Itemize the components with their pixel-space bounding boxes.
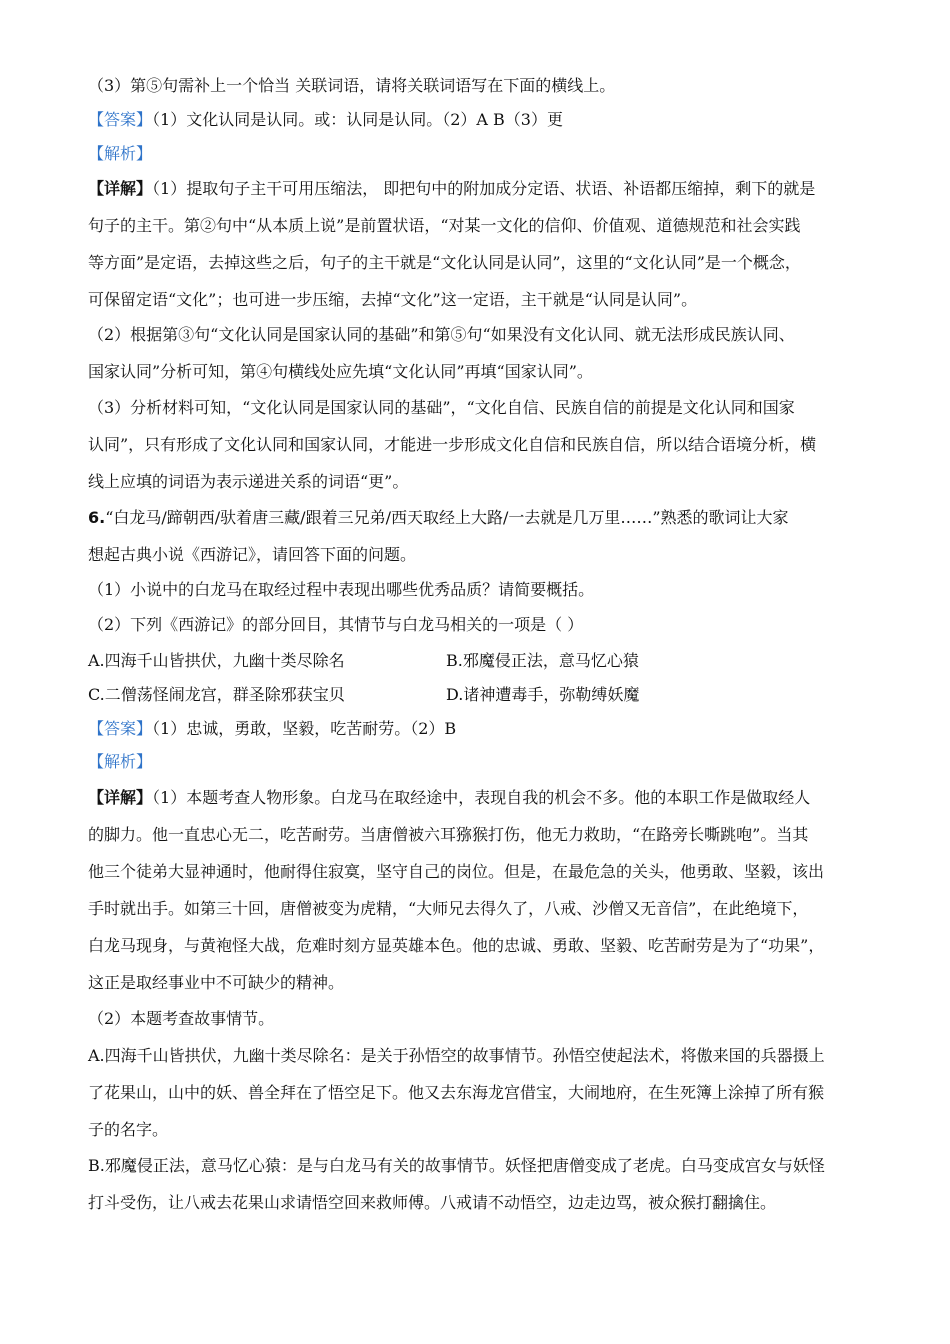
q6-sub-question-1: （1）小说中的白龙马在取经过程中表现出哪些优秀品质？请简要概括。 <box>88 580 595 599</box>
q6-stem-line: 想起古典小说《西游记》，请回答下面的问题。 <box>88 545 417 564</box>
q5-detail-line: 线上应填的词语为表示递进关系的词语“更”。 <box>88 472 409 491</box>
q6-stem-line <box>88 508 888 528</box>
q5-detail-line: 等方面”是定语，去掉这些之后，句子的主干就是“文化认同是认同”，这里的“文化认同”是一个概念， <box>88 253 801 272</box>
q6-detail-line: A.四海千山皆拱伏，九幽十类尽除名：是关于孙悟空的故事情节。孙悟空使起法术，将傲来国的兵器摄上 <box>88 1046 825 1065</box>
q5-detail-text: （1）提取句子主干可用压缩法， 即把句中的附加成分定语、状语、补语都压缩掉，剩下的就是 <box>152 179 816 198</box>
q5-answer-line <box>88 110 888 130</box>
detail-tag: 【详解】 <box>88 788 153 807</box>
q6-analysis-tag <box>88 752 888 772</box>
q5-detail-line: （2）根据第③句“文化认同是国家认同的基础”和第⑤句“如果没有文化认同、就无法形成民族认同、 <box>88 325 795 344</box>
q6-detail-line: 子的名字。 <box>88 1120 169 1139</box>
q5-detail-line: 认同”，只有形成了文化认同和国家认同，才能进一步形成文化自信和民族自信，所以结合语境分析，横 <box>88 435 817 454</box>
q6-detail-line: 这正是取经事业中不可缺少的精神。 <box>88 973 345 992</box>
q6-detail-line: 的脚力。他一直忠心无二，吃苦耐劳。当唐僧被六耳猕猴打伤，他无力救助，“在路旁长嘶跳咆”。当其 <box>88 825 809 844</box>
answer-tag: 【答案】 <box>88 719 153 738</box>
q5-part3-question: （3）第⑤句需补上一个恰当 关联词语，请将关联词语写在下面的横线上。 <box>88 76 616 95</box>
q6-answer-line <box>88 719 888 739</box>
q5-detail-line: 国家认同”分析可知，第④句横线处应先填“文化认同”再填“国家认同”。 <box>88 362 593 381</box>
answer-tag: 【答案】 <box>88 110 153 129</box>
q5-answer-text: （1）文化认同是认同。或：认同是认同。（2）A B（3）更 <box>152 110 563 129</box>
option-b: B.邪魔侵正法，意马忆心猿 <box>446 651 639 670</box>
q6-answer-text: （1）忠诚，勇敢，坚毅，吃苦耐劳。（2）B <box>152 719 457 738</box>
q5-detail-line: 句子的主干。第②句中“从本质上说”是前置状语，“对某一文化的信仰、价值观、道德规范和社会实践 <box>88 216 801 235</box>
q5-analysis-tag <box>88 144 888 164</box>
analysis-tag: 【解析】 <box>88 144 153 163</box>
q6-detail-line: 打斗受伤，让八戒去花果山求请悟空回来救师傅。八戒请不动悟空，边走边骂，被众猴打翻擒住。 <box>88 1193 777 1212</box>
q5-detail-line: （3）分析材料可知，“文化认同是国家认同的基础”，“文化自信、民族自信的前提是文化认同和国家 <box>88 398 795 417</box>
question-number: 6. <box>88 508 106 527</box>
q6-detail-line: 他三个徒弟大显神通时，他耐得住寂寞，坚守自己的岗位。但是，在最危急的关头，他勇敢、坚毅，该出 <box>88 862 825 881</box>
q6-stem-text: “白龙马/蹄朝西/驮着唐三藏/跟着三兄弟/西天取经上大路/一去就是几万里……”熟悉的歌词让大家 <box>105 508 789 527</box>
option-a: A.四海千山皆拱伏，九幽十类尽除名 <box>88 651 345 670</box>
q6-sub-question-2: （2）下列《西游记》的部分回目，其情节与白龙马相关的一项是（ ） <box>88 615 584 634</box>
q6-detail-text: （1）本题考查人物形象。白龙马在取经途中，表现自我的机会不多。他的本职工作是做取经人 <box>152 788 811 807</box>
q6-detail-line: 白龙马现身，与黄袍怪大战，危难时刻方显英雄本色。他的忠诚、勇敢、坚毅、吃苦耐劳是为了“功果”， <box>88 936 825 955</box>
q6-detail-line: 了花果山，山中的妖、兽全拜在了悟空足下。他又去东海龙宫借宝，大闹地府，在生死簿上涂掉了所有猴 <box>88 1083 825 1102</box>
option-d: D.诸神遭毒手，弥勒缚妖魔 <box>446 685 640 704</box>
q5-detail-line: 可保留定语“文化”；也可进一步压缩，去掉“文化”这一定语，主干就是“认同是认同”。 <box>88 290 698 309</box>
q6-detail-line: 手时就出手。如第三十回，唐僧被变为虎精，“大师兄去得久了，八戒、沙僧又无音信”，在此绝境下， <box>88 899 809 918</box>
q6-detail-line <box>88 788 888 808</box>
q5-detail-line <box>88 179 888 199</box>
q6-detail-line: B.邪魔侵正法，意马忆心猿：是与白龙马有关的故事情节。妖怪把唐僧变成了老虎。白马变成宫女与妖怪 <box>88 1156 825 1175</box>
detail-tag: 【详解】 <box>88 179 153 198</box>
q6-detail-line: （2）本题考查故事情节。 <box>88 1009 275 1028</box>
analysis-tag: 【解析】 <box>88 752 153 771</box>
option-c: C.二僧荡怪闹龙宫，群圣除邪获宝贝 <box>88 685 345 704</box>
